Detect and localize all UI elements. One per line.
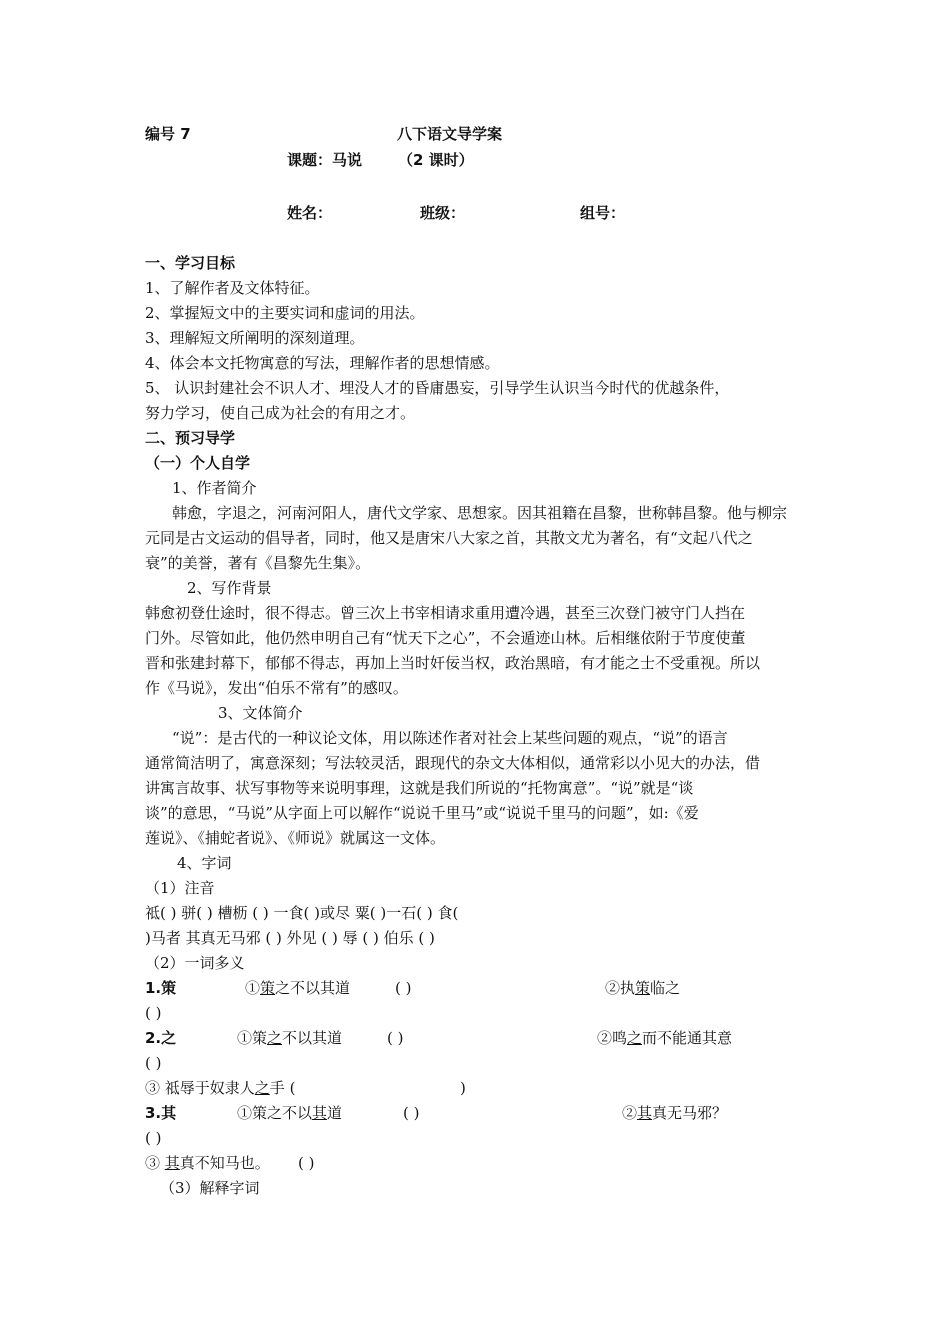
- answer-blank[interactable]: ( ): [145, 1129, 162, 1147]
- paragraph-line: 谈”的意思，“马说”从字面上可以解作“说说千里马”或“说说千里马的问题”，如:《爱: [145, 804, 699, 822]
- paragraph-line: 韩愈，字退之，河南河阳人，唐代文学家、思想家。因其祖籍在昌黎，世称韩昌黎。他与柳宗: [172, 504, 788, 522]
- paragraph-line: 衰”的美誉，著有《昌黎先生集》。: [145, 554, 371, 572]
- exercise-heading-pinyin: （1）注音: [145, 879, 215, 897]
- paragraph-line: 讲寓言故事、状写事物等来说明事理，这就是我们所说的“托物寓意”。“说”就是“谈: [145, 779, 694, 797]
- group-field-label: 组号：: [580, 204, 626, 222]
- polysemy-example: ③ 祗辱于奴隶人之手 (: [145, 1079, 296, 1097]
- section-heading-preview: 二、预习导学: [145, 429, 236, 447]
- topic-heading-genre: 3、文体简介: [218, 704, 303, 722]
- answer-blank[interactable]: ( ): [387, 1029, 404, 1047]
- polysemy-example: ②其真无马邪？: [622, 1104, 728, 1122]
- polysemy-example: ①策之不以其道: [245, 979, 351, 997]
- goal-item: 2、掌握短文中的主要实词和虚词的用法。: [145, 304, 425, 322]
- section-heading-goals: 一、学习目标: [145, 254, 236, 272]
- polysemy-example: ③ 其真不知马也。: [145, 1154, 270, 1172]
- goal-item: 1、了解作者及文体特征。: [145, 279, 320, 297]
- exercise-heading-polysemy: （2）一词多义: [145, 954, 245, 972]
- class-field-label: 班级：: [420, 204, 466, 222]
- polysemy-example: ①策之不以其道: [237, 1029, 343, 1047]
- polysemy-example: ②鸣之而不能通其意: [597, 1029, 733, 1047]
- lesson-hours: （2 课时）: [398, 151, 474, 169]
- paragraph-line: 门外。尽管如此，他仍然申明自己有“忧天下之心”，不会遁迹山林。后相继依附于节度使董: [145, 629, 746, 647]
- polysemy-example: ②执策临之: [605, 979, 681, 997]
- lesson-topic: 课题：马说: [287, 151, 363, 169]
- pinyin-blanks-line: 祗( ) 骈( ) 槽枥 ( ) 一食( )或尽 粟( )一石( ) 食(: [145, 904, 459, 922]
- paragraph-line: 晋和张建封幕下，郁郁不得志，再加上当时奸佞当权，政治黑暗，有才能之士不受重视。所以: [145, 654, 761, 672]
- subsection-heading-self-study: （一）个人自学: [145, 454, 251, 472]
- topic-heading-vocab: 4、字词: [177, 854, 232, 872]
- answer-blank[interactable]: ( ): [395, 979, 412, 997]
- exercise-heading-explain: （3）解释字词: [160, 1179, 260, 1197]
- pinyin-blanks-line: )马者 其真无马邪 ( ) 外见 ( ) 辱 ( ) 伯乐 ( ): [145, 929, 435, 947]
- topic-heading-author: 1、作者简介: [172, 479, 257, 497]
- document-title: 八下语文导学案: [397, 125, 503, 143]
- paragraph-line: 元同是古文运动的倡导者，同时，他又是唐宋八大家之首，其散文尤为著名，有“文起八代之: [145, 529, 753, 547]
- paragraph-line: 韩愈初登仕途时，很不得志。曾三次上书宰相请求重用遭冷遇，甚至三次登门被守门人挡在: [145, 604, 746, 622]
- paragraph-line: “说”：是古代的一种议论文体，用以陈述作者对社会上某些问题的观点，“说”的语言: [172, 729, 728, 747]
- polysemy-word-zhi: 2.之: [145, 1029, 177, 1047]
- goal-item: 3、理解短文所阐明的深刻道理。: [145, 329, 365, 347]
- topic-heading-background: 2、写作背景: [187, 579, 272, 597]
- polysemy-example: ①策之不以其道: [237, 1104, 343, 1122]
- answer-blank[interactable]: ( ): [298, 1154, 315, 1172]
- paragraph-line: 通常简洁明了，寓意深刻；写法较灵活，跟现代的杂文大体相似，通常彩以小见大的办法，借: [145, 754, 761, 772]
- answer-blank-end[interactable]: ): [460, 1079, 466, 1097]
- name-field-label: 姓名：: [287, 204, 333, 222]
- polysemy-word-qi: 3.其: [145, 1104, 177, 1122]
- goal-item-continued: 努力学习，使自己成为社会的有用之才。: [145, 404, 416, 422]
- answer-blank[interactable]: ( ): [145, 1004, 162, 1022]
- paragraph-line: 作《马说》，发出“伯乐不常有”的感叹。: [145, 679, 408, 697]
- answer-blank[interactable]: ( ): [403, 1104, 420, 1122]
- answer-blank[interactable]: ( ): [145, 1054, 162, 1072]
- polysemy-word-ce: 1.策: [145, 979, 177, 997]
- paragraph-line: 莲说》、《捕蛇者说》、《师说》就属这一文体。: [145, 829, 446, 847]
- document-number: 编号 7: [145, 125, 191, 143]
- goal-item: 5、 认识封建社会不识人才、埋没人才的昏庸愚妄，引导学生认识当今时代的优越条件，: [145, 379, 730, 397]
- goal-item: 4、体会本文托物寓意的写法，理解作者的思想情感。: [145, 354, 500, 372]
